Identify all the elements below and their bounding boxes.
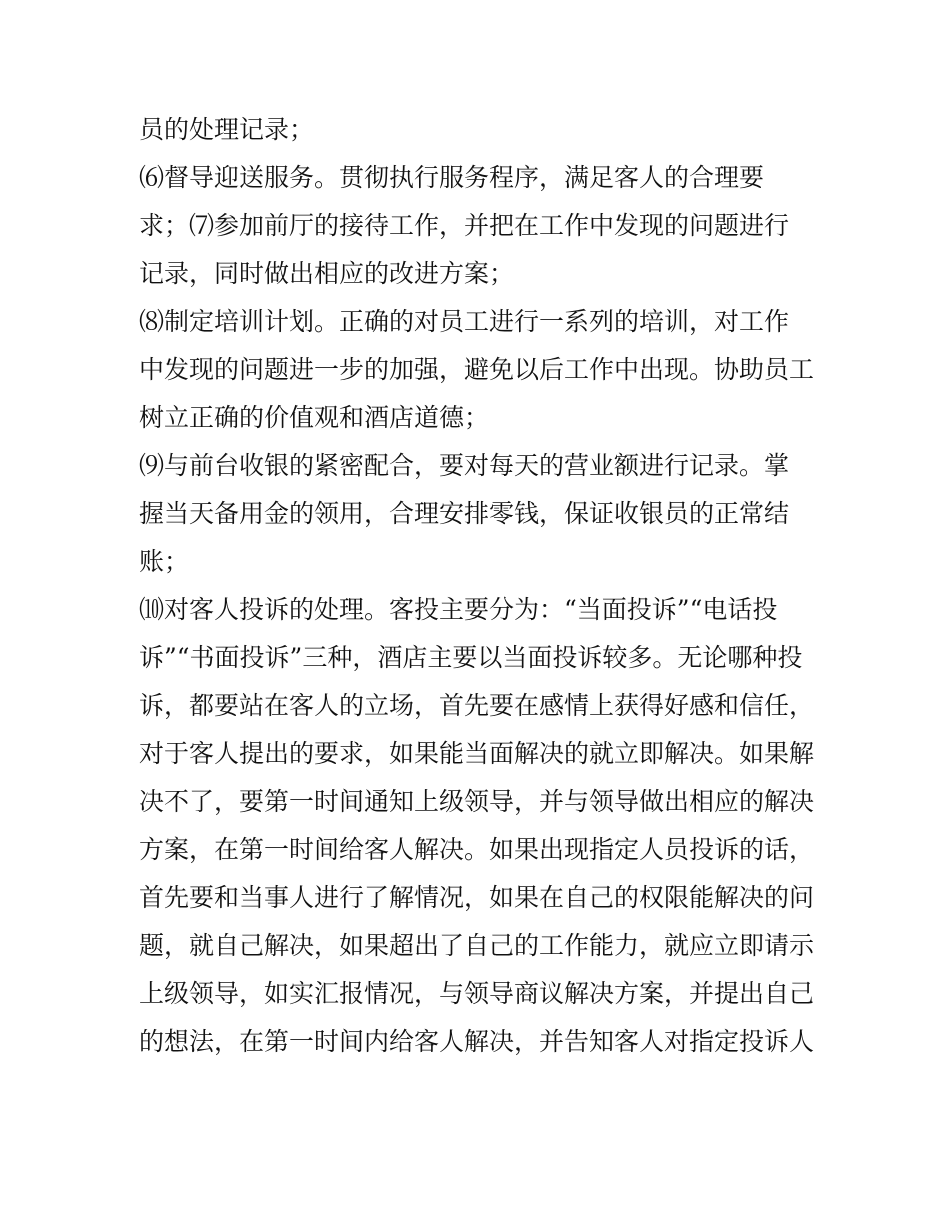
text-line: ⑽对客人投诉的处理。客投主要分为：“当面投诉”“电话投 [139, 595, 778, 624]
text-line: ⑹督导迎送服务。贯彻执行服务程序，满足客人的合理要 [139, 163, 765, 192]
text-line: 中发现的问题进一步的加强，避免以后工作中出现。协助员工 [139, 355, 815, 384]
text-line: 员的处理记录； [139, 115, 315, 144]
text-line: 的想法，在第一时间内给客人解决，并告知客人对指定投诉人 [139, 1027, 815, 1056]
text-line: 握当天备用金的领用，合理安排零钱，保证收银员的正常结 [139, 499, 790, 528]
text-line: 记录，同时做出相应的改进方案； [139, 259, 515, 288]
text-line: 诉，都要站在客人的立场，首先要在感情上获得好感和信任， [139, 691, 815, 720]
text-line: 求；⑺参加前厅的接待工作，并把在工作中发现的问题进行 [139, 211, 790, 240]
text-line: 账； [139, 547, 190, 576]
text-line: 诉”“书面投诉”三种，酒店主要以当面投诉较多。无论哪种投 [139, 643, 803, 672]
text-line: 方案，在第一时间给客人解决。如果出现指定人员投诉的话， [139, 835, 815, 864]
text-line: ⑼与前台收银的紧密配合，要对每天的营业额进行记录。掌 [139, 451, 790, 480]
text-line: 决不了，要第一时间通知上级领导，并与领导做出相应的解决 [139, 787, 815, 816]
text-line: 题，就自己解决，如果超出了自己的工作能力，就应立即请示 [139, 931, 815, 960]
body-text [139, 106, 829, 1066]
text-line: 树立正确的价值观和酒店道德； [139, 403, 490, 432]
text-line: ⑻制定培训计划。正确的对员工进行一系列的培训，对工作 [139, 307, 790, 336]
text-line: 上级领导，如实汇报情况，与领导商议解决方案，并提出自己 [139, 979, 815, 1008]
text-line: 对于客人提出的要求，如果能当面解决的就立即解决。如果解 [139, 739, 815, 768]
text-line: 首先要和当事人进行了解情况，如果在自己的权限能解决的问 [139, 883, 815, 912]
